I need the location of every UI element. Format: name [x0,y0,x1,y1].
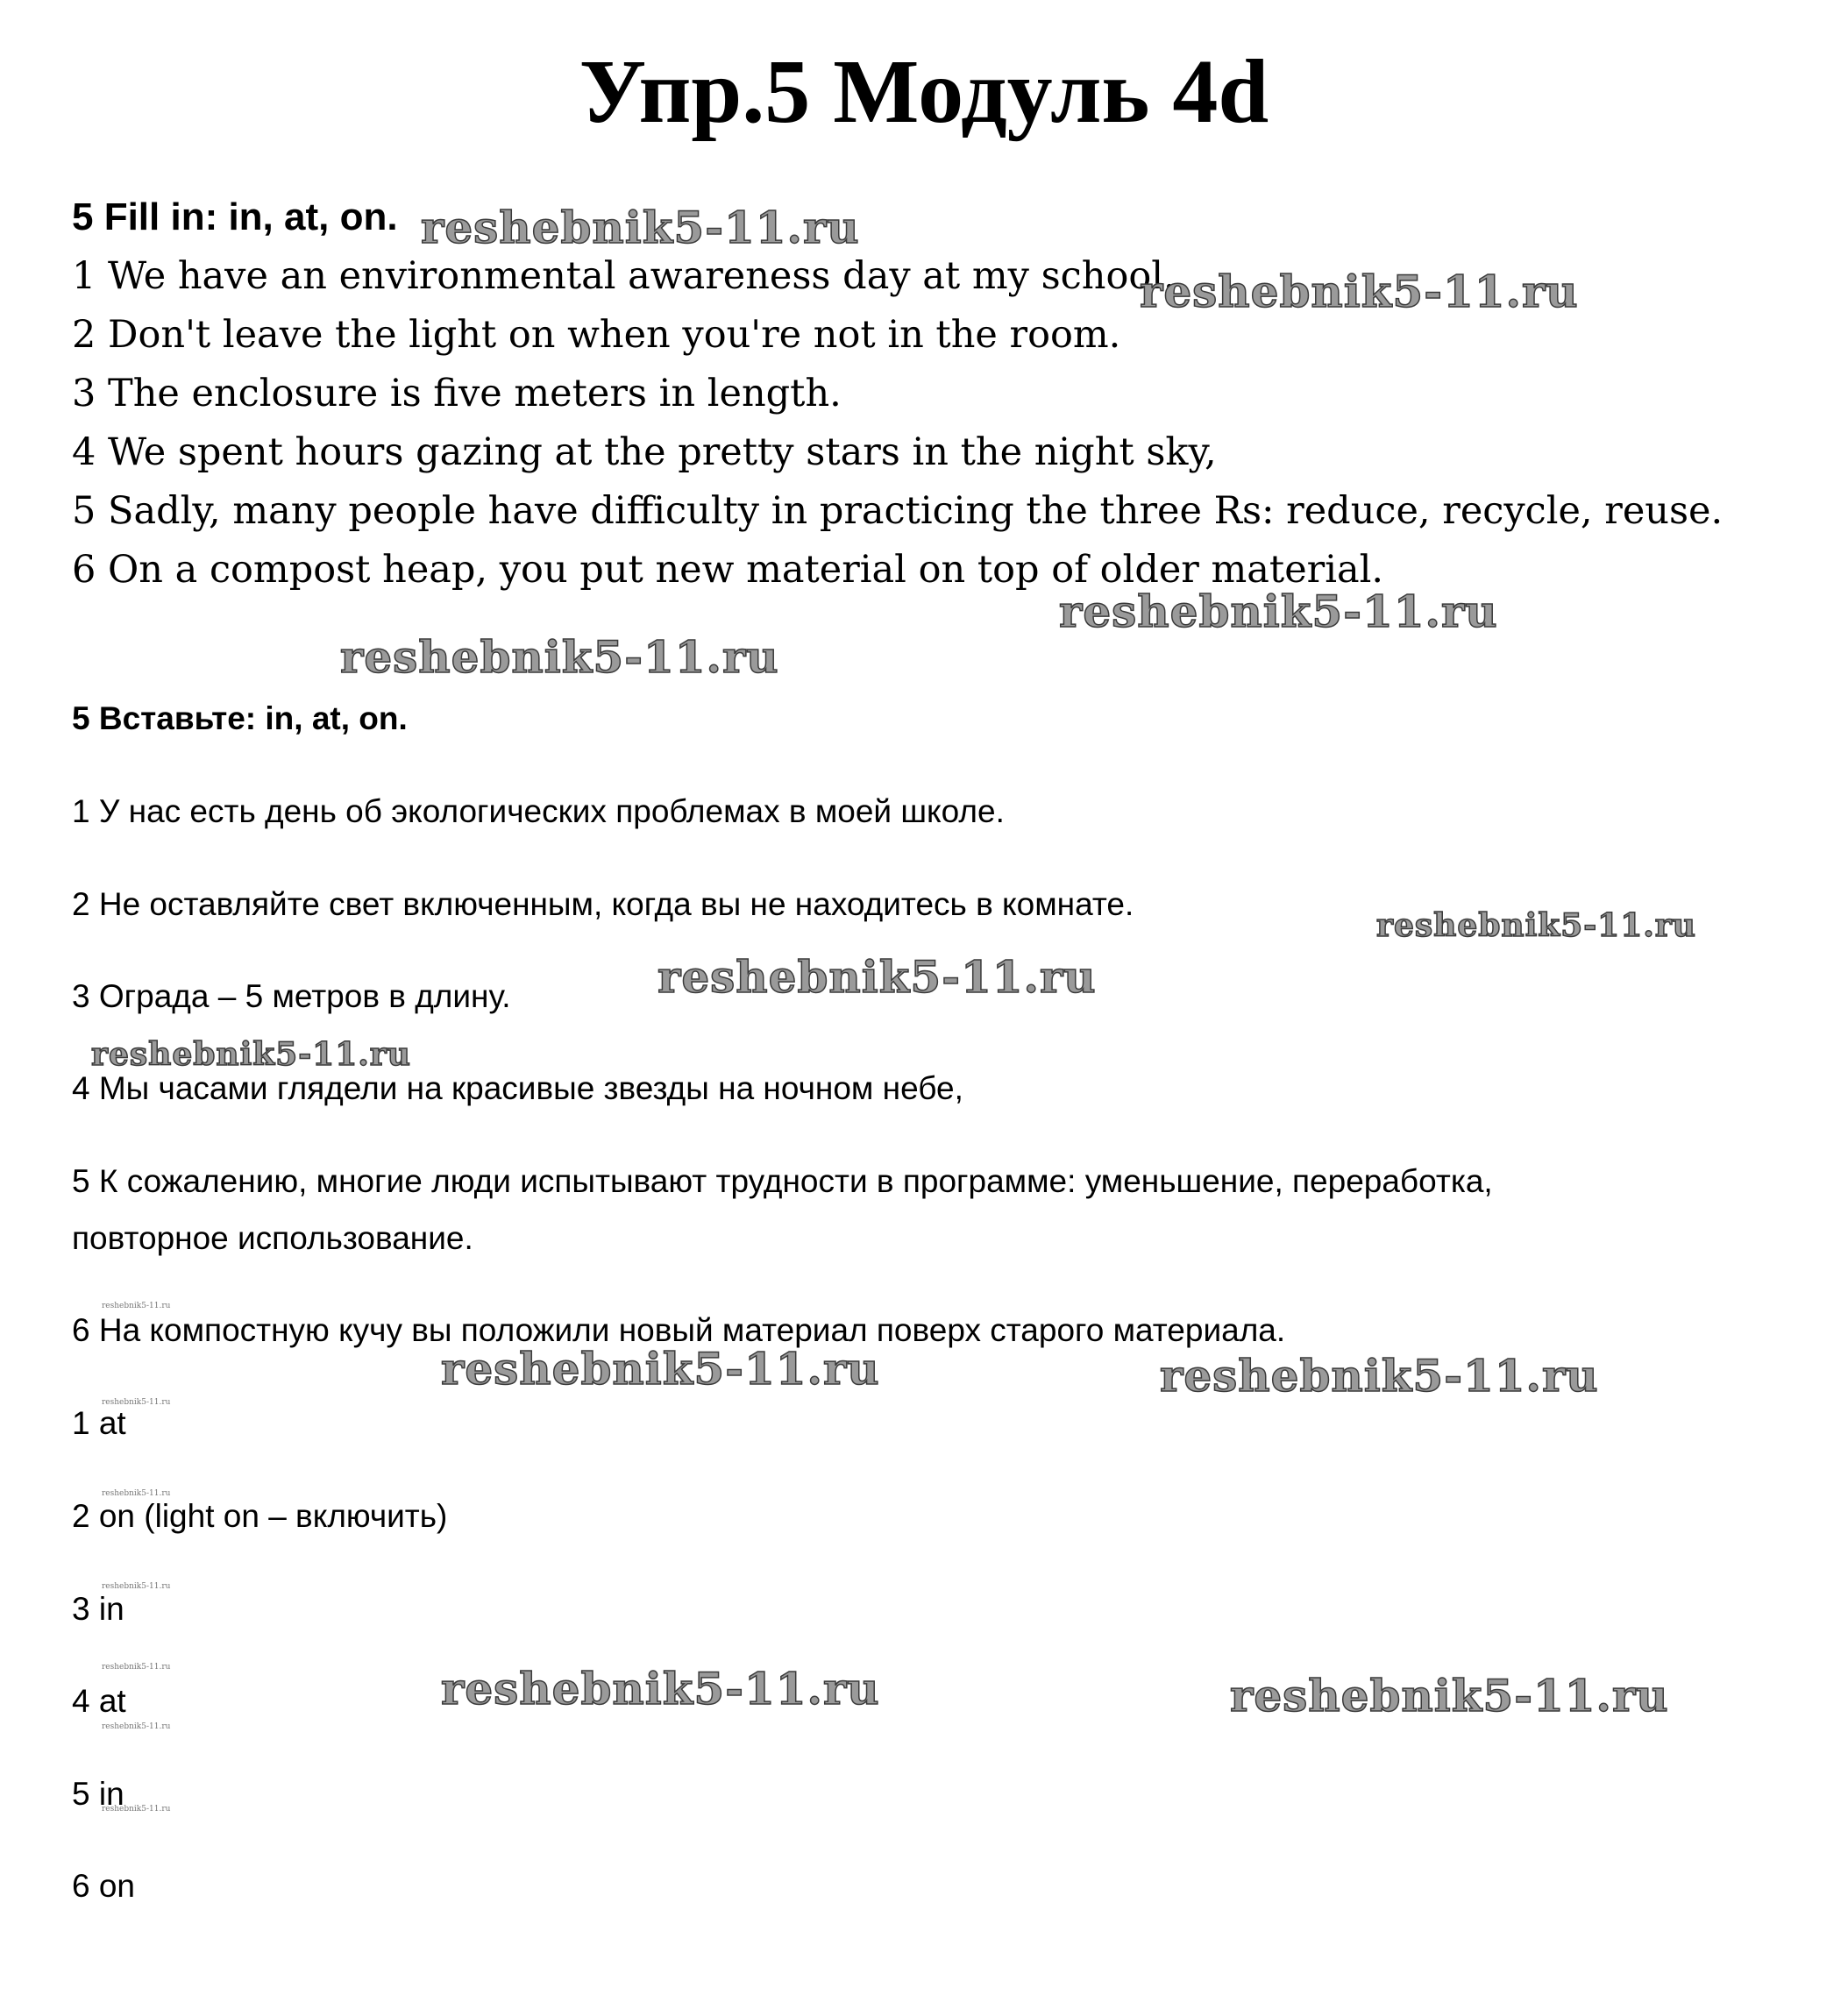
russian-line-6: 6 На компостную кучу вы положили новый материал поверх старого материала. [72,1312,1286,1348]
watermark-tiny: reshebnik5-11.ru [102,1302,171,1310]
russian-line-5-cont: повторное использование. [72,1220,473,1256]
watermark-tiny: reshebnik5-11.ru [102,1805,171,1814]
watermark: reshebnik5-11.ru [421,202,860,253]
russian-line-2: 2 Не оставляйте свет включенным, когда вы не находитесь в комнате. [72,886,1134,922]
watermark: reshebnik5-11.ru [441,1663,880,1714]
english-heading: 5 Fill in: in, at, on. [72,195,398,238]
answer-6: 6 on [72,1868,136,1904]
answer-4: 4 at [72,1683,126,1719]
watermark: reshebnik5-11.ru [1230,1670,1669,1722]
russian-line-5: 5 К сожалению, многие люди испытывают трудности в программе: уменьшение, переработка, [72,1163,1493,1199]
page-title: Упр.5 Модуль 4d [579,41,1269,142]
answer-1: 1 at [72,1405,126,1441]
watermark: reshebnik5-11.ru [91,1036,411,1073]
english-line-3: 3 The enclosure is five meters in length. [72,372,842,415]
watermark-tiny: reshebnik5-11.ru [102,1489,171,1498]
answer-5: 5 in [72,1776,124,1812]
english-line-4: 4 We spent hours gazing at the pretty stars in the night sky, [72,430,1217,474]
watermark-tiny: reshebnik5-11.ru [102,1663,171,1672]
answer-2: 2 on (light on – включить) [72,1498,448,1534]
english-line-6: 6 On a compost heap, you put new material on top of older material. [72,548,1384,592]
watermark: reshebnik5-11.ru [657,951,1097,1003]
answer-3: 3 in [72,1591,124,1627]
russian-line-4: 4 Мы часами глядели на красивые звезды на ночном небе, [72,1070,963,1106]
watermark: reshebnik5-11.ru [340,631,779,683]
watermark: reshebnik5-11.ru [1140,266,1579,317]
watermark: reshebnik5-11.ru [441,1343,880,1395]
russian-line-3: 3 Ограда – 5 метров в длину. [72,978,511,1014]
english-line-1: 1 We have an environmental awareness day at my school. [72,254,1176,298]
russian-line-1: 1 У нас есть день об экологических проблемах в моей школе. [72,793,1005,829]
english-line-5: 5 Sadly, many people have difficulty in practicing the three Rs: reduce, recycle, reuse. [72,489,1724,533]
watermark: reshebnik5-11.ru [1059,586,1498,637]
watermark: reshebnik5-11.ru [1160,1350,1599,1402]
watermark-tiny: reshebnik5-11.ru [102,1582,171,1591]
watermark-tiny: reshebnik5-11.ru [102,1722,171,1731]
russian-heading: 5 Вставьте: in, at, on. [72,700,408,736]
watermark: reshebnik5-11.ru [1376,907,1696,944]
english-line-2: 2 Don't leave the light on when you're not in the room. [72,313,1121,357]
watermark-tiny: reshebnik5-11.ru [102,1398,171,1407]
